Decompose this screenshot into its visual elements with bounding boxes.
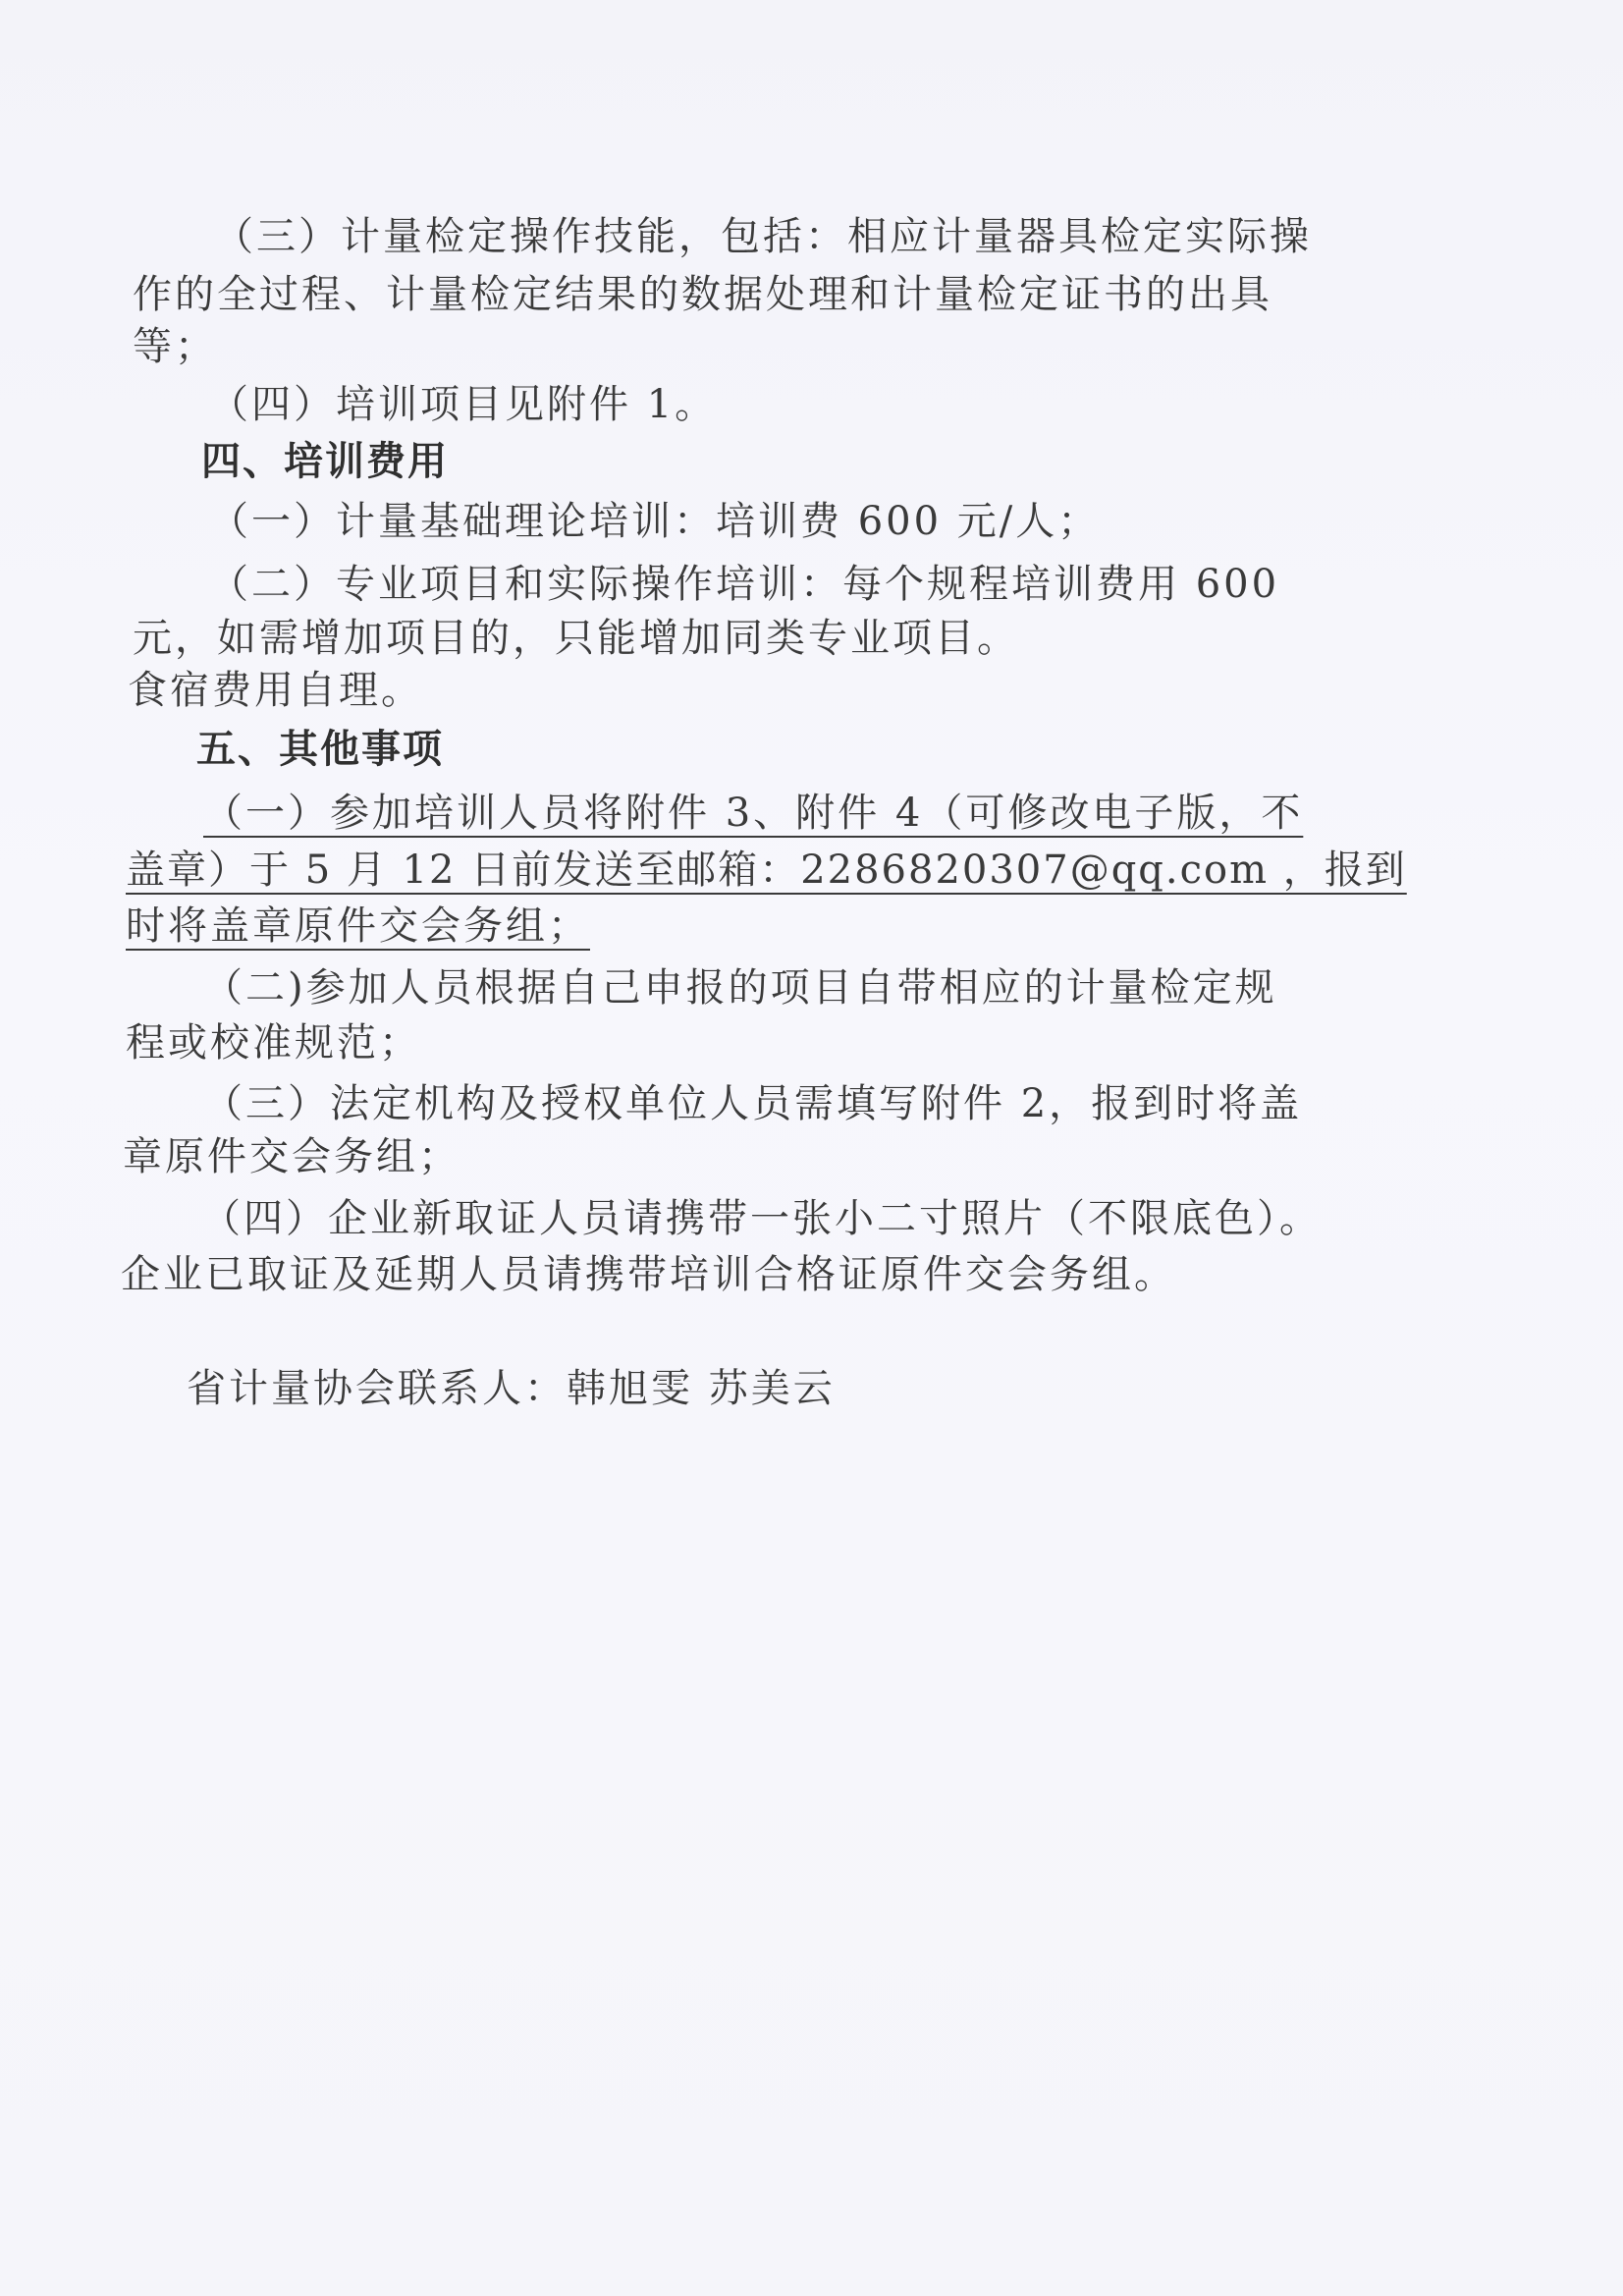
section5-item3-line1: （三）法定机构及授权单位人员需填写附件 2，报到时将盖: [203, 1081, 1303, 1126]
section5-item4-line1: （四）企业新取证人员请携带一张小二寸照片（不限底色）。: [201, 1196, 1322, 1241]
section4-item2-line2: 元，如需增加项目的，只能增加同类专业项目。: [133, 616, 1019, 661]
section5-item1-line2: 盖章）于 5 月 12 日前发送至邮箱：2286820307@qq.com ，报到: [126, 847, 1407, 893]
section4-note: 食宿费用自理。: [128, 668, 423, 713]
section4-heading: 四、培训费用: [201, 439, 449, 484]
section4-item1: （一）计量基础理论培训：培训费 600 元/人；: [209, 499, 1101, 544]
section5-item2-line1: （二)参加人员根据自己申报的项目自带相应的计量检定规: [203, 965, 1277, 1011]
section5-item4-line2: 企业已取证及延期人员请携带培训合格证原件交会务组。: [121, 1252, 1176, 1297]
section3-item4: （四）培训项目见附件 1。: [209, 382, 718, 427]
section4-item2-line1: （二）专业项目和实际操作培训：每个规程培训费用 600: [209, 562, 1280, 607]
contact-line: 省计量协会联系人：韩旭雯 苏美云: [187, 1366, 836, 1411]
section5-item1-line1: （一）参加培训人员将附件 3、附件 4（可修改电子版，不: [203, 791, 1304, 836]
section3-item3-line1: （三）计量检定操作技能，包括：相应计量器具检定实际操: [214, 214, 1312, 259]
section3-item3-line3: 等；: [133, 324, 217, 369]
section5-heading: 五、其他事项: [196, 727, 444, 772]
section5-item1-line3: 时将盖章原件交会务组；: [126, 903, 590, 949]
section5-item2-line2: 程或校准规范；: [126, 1020, 421, 1066]
section5-item3-line2: 章原件交会务组；: [123, 1134, 460, 1179]
section3-item3-line2: 作的全过程、计量检定结果的数据处理和计量检定证书的出具: [133, 272, 1272, 317]
